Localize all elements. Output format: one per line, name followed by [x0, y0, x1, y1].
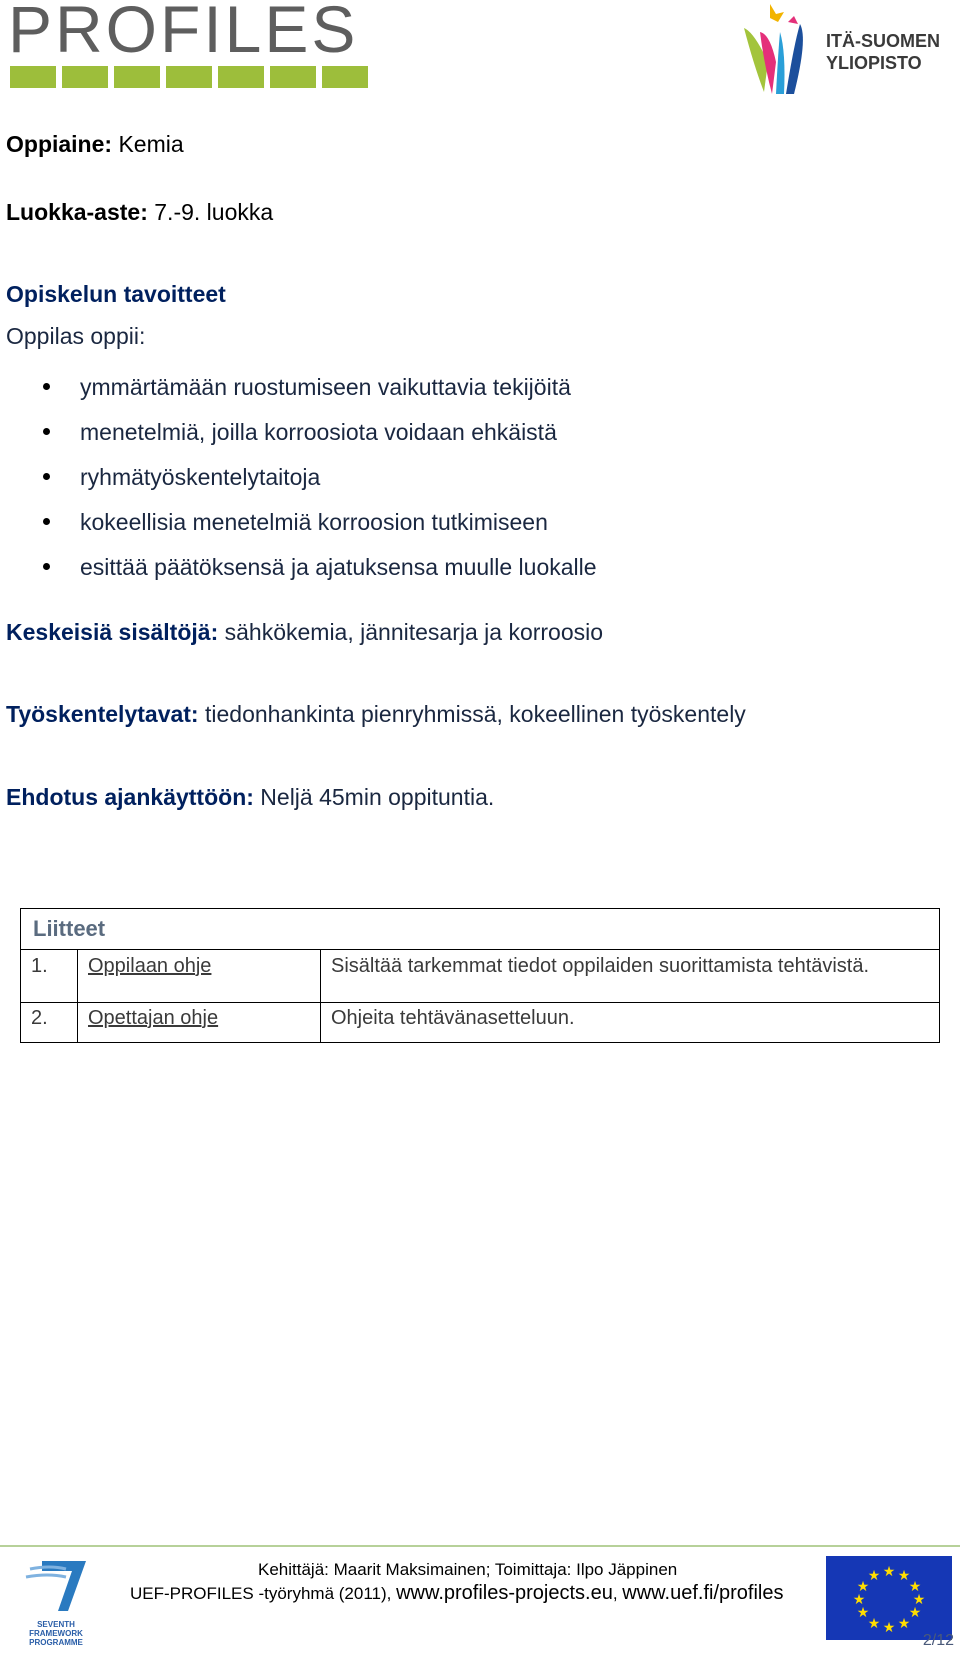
goals-list: [0, 373, 597, 598]
profiles-project-link[interactable]: www.profiles-projects.eu: [396, 1582, 613, 1604]
content-value: sähkökemia, jännitesarja ja korroosio: [224, 619, 604, 645]
table-row: [21, 950, 940, 1003]
row-description: Ohjeita tehtävänasetteluun.: [321, 1003, 940, 1043]
row-number: 2.: [21, 1003, 78, 1043]
profiles-logo-bars: [10, 66, 368, 88]
svg-text:★: ★: [912, 1592, 926, 1608]
svg-text:★: ★: [852, 1592, 866, 1608]
attachments-heading: Liitteet: [21, 909, 940, 950]
grade-line: [6, 198, 273, 226]
uef-emblem-icon: [740, 2, 820, 94]
svg-text:★: ★: [856, 1579, 870, 1595]
uef-profiles-link[interactable]: www.uef.fi/profiles: [622, 1582, 784, 1604]
grade-label: Luokka-aste:: [6, 199, 148, 225]
content-label: Keskeisiä sisältöjä:: [6, 619, 219, 645]
goal-item: ymmärtämään ruostumiseen vaikuttavia tekijöitä: [0, 373, 597, 418]
goals-heading: Opiskelun tavoitteet: [6, 281, 226, 307]
attachments-table: [20, 908, 940, 1043]
time-label: Ehdotus ajankäyttöön:: [6, 784, 254, 810]
uef-logo-text: ITÄ-SUOMEN YLIOPISTO: [826, 31, 940, 73]
svg-text:★: ★: [867, 1616, 881, 1632]
footer-divider: [0, 1545, 960, 1547]
goals-intro: Oppilas oppii:: [6, 323, 146, 349]
subject-line: [6, 130, 184, 158]
svg-text:★: ★: [867, 1568, 881, 1584]
svg-text:★: ★: [897, 1568, 911, 1584]
subject-value: Kemia: [118, 131, 184, 157]
svg-text:★: ★: [856, 1605, 870, 1621]
methods-label: Työskentelytavat:: [6, 701, 199, 727]
svg-text:★: ★: [908, 1579, 922, 1595]
svg-text:★: ★: [908, 1605, 922, 1621]
subject-label: Oppiaine:: [6, 131, 113, 157]
methods-line: [6, 700, 746, 728]
svg-text:★: ★: [882, 1620, 896, 1636]
fp7-logo: SEVENTH FRAMEWORK PROGRAMME: [12, 1557, 100, 1633]
goal-item: ryhmätyöskentelytaitoja: [0, 463, 597, 508]
footer-links-line: UEF-PROFILES -työryhmä (2011), www.profiles-projects.eu, www.uef.fi/profiles: [130, 1582, 784, 1604]
eu-flag-icon: [826, 1556, 952, 1640]
teacher-guide-link[interactable]: Opettajan ohje: [88, 1007, 219, 1029]
row-description: Sisältää tarkemmat tiedot oppilaiden suorittamista tehtävistä.: [321, 950, 940, 1003]
goal-item: esittää päätöksensä ja ajatuksensa muulle luokalle: [0, 553, 597, 598]
grade-value: 7.-9. luokka: [154, 199, 274, 225]
time-value: Neljä 45min oppituntia.: [260, 784, 495, 810]
table-row: [21, 1003, 940, 1043]
student-guide-link[interactable]: Oppilaan ohje: [88, 955, 212, 977]
profiles-logo: [8, 0, 359, 92]
profiles-logo-text: PROFILES: [8, 0, 359, 66]
svg-text:★: ★: [897, 1616, 911, 1632]
goal-item: menetelmiä, joilla korroosiota voidaan ehkäistä: [0, 418, 597, 463]
methods-value: tiedonhankinta pienryhmissä, kokeellinen työskentely: [204, 701, 746, 727]
table-header-row: [21, 909, 940, 950]
time-line: [6, 783, 494, 811]
footer-credits: Kehittäjä: Maarit Maksimainen; Toimittaja: Ilpo Jäppinen: [258, 1560, 678, 1579]
content-line: [6, 618, 603, 646]
row-number: 1.: [21, 950, 78, 1003]
goal-item: kokeellisia menetelmiä korroosion tutkimiseen: [0, 508, 597, 553]
uef-logo: [740, 2, 960, 94]
svg-text:★: ★: [882, 1564, 896, 1580]
page-number: 2/12: [922, 1632, 954, 1649]
fp7-emblem-icon: [12, 1557, 100, 1615]
